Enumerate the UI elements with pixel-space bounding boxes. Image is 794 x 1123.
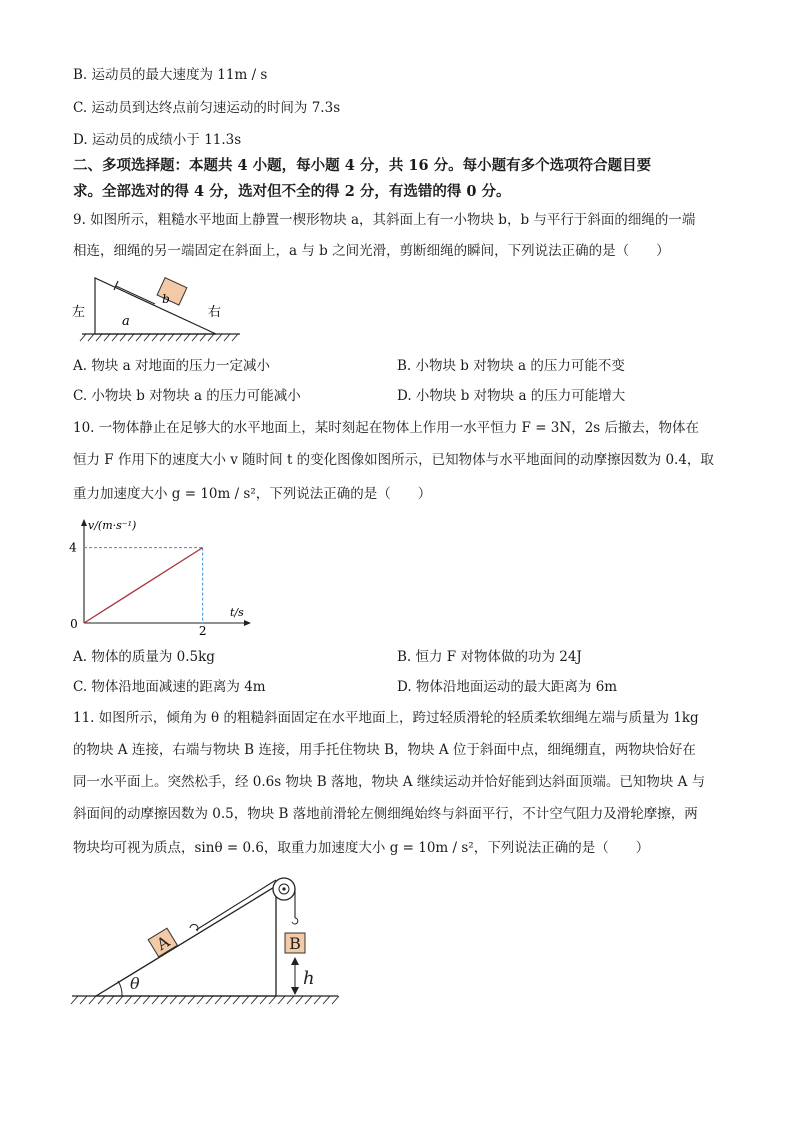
q10-stem-2: 恒力 F 作用下的速度大小 v 随时间 t 的变化图像如图所示，已知物体与水平地面间的动摩擦因数为 0.4，取 <box>73 452 714 468</box>
label-block-b: B <box>289 934 301 953</box>
label-right: 右 <box>208 305 222 320</box>
ground-hatch <box>71 996 339 1004</box>
incline <box>96 886 276 996</box>
q10-option-d: D. 物体沿地面运动的最大距离为 6m <box>397 679 618 695</box>
label-theta: θ <box>130 974 140 993</box>
section2-heading-1: 二、多项选择题：本题共 4 小题，每小题 4 分，共 16 分。每小题有多个选项符合题目要 <box>73 157 652 174</box>
label-left: 左 <box>72 305 86 320</box>
angle-arc <box>118 981 122 996</box>
rope-left <box>196 880 276 930</box>
q11-stem-3: 同一水平面上。突然松手，经 0.6s 物块 B 落地，物块 A 继续运动并恰好能到达斜面顶端。已知物块 A 与 <box>73 774 706 790</box>
height-arrow-bottom <box>291 987 299 995</box>
q11-stem-4: 斜面间的动摩擦因数为 0.5，物块 B 落地前滑轮左侧细绳始终与斜面平行，不计空气阻力及滑轮摩擦，两 <box>73 806 698 822</box>
q10-option-c: C. 物体沿地面减速的距离为 4m <box>73 679 266 695</box>
x-axis-label: t/s <box>230 606 244 619</box>
pulley-axle <box>282 887 285 890</box>
q9-option-d: D. 小物块 b 对物块 a 的压力可能增大 <box>397 388 626 404</box>
q10-option-b: B. 恒力 F 对物体做的功为 24J <box>397 649 582 665</box>
block-a <box>148 928 177 957</box>
origin-label: 0 <box>70 617 78 631</box>
label-b: b <box>162 292 170 306</box>
q11-figure <box>66 868 346 1008</box>
q8-option-c: C. 运动员到达终点前匀速运动的时间为 7.3s <box>73 100 341 116</box>
q10-stem-1: 10. 一物体静止在足够大的水平地面上，某时刻起在物体上作用一水平恒力 F = 3N，2s 后撤去，物体在 <box>73 420 700 436</box>
x-tick-label: 2 <box>198 624 207 638</box>
q11-stem-1: 11. 如图所示，倾角为 θ 的粗糙斜面固定在水平地面上，跨过轻质滑轮的轻质柔软细绳左端与质量为 1kg <box>73 710 699 726</box>
q9-option-a: A. 物块 a 对地面的压力一定减小 <box>73 358 270 374</box>
wedge-a <box>95 278 216 334</box>
q11-stem-5: 物块均可视为质点，sinθ = 0.6，取重力加速度大小 g = 10m / s²，下列说法正确的是（ ） <box>73 840 650 856</box>
q10-vt-chart <box>60 516 260 641</box>
label-a: a <box>122 314 130 329</box>
q8-option-b: B. 运动员的最大速度为 11m / s <box>73 67 268 83</box>
y-axis-label: v/(m·s⁻¹) <box>88 519 137 532</box>
section2-heading-2: 求。全部选对的得 4 分，选对但不全的得 2 分，有选错的得 0 分。 <box>73 183 511 200</box>
label-block-a: A <box>153 931 173 955</box>
q9-option-b: B. 小物块 b 对物块 a 的压力可能不变 <box>397 358 625 374</box>
hook-b <box>292 918 298 924</box>
series-line-v-t <box>84 548 203 623</box>
q9-stem-1: 9. 如图所示，粗糙水平地面上静置一楔形物块 a，其斜面上有一小物块 b，b 与平行于斜面的细绳的一端 <box>73 212 696 228</box>
q11-stem-2: 的物块 A 连接，右端与物块 B 连接，用手托住物块 B，物块 A 位于斜面中点，细绳绷直，两物块恰好在 <box>73 742 696 758</box>
q9-stem-2: 相连，细绳的另一端固定在斜面上，a 与 b 之间光滑，剪断细绳的瞬间，下列说法正确的是（ ） <box>73 243 670 259</box>
q9-option-c: C. 小物块 b 对物块 a 的压力可能减小 <box>73 388 301 404</box>
q9-figure <box>70 268 260 348</box>
y-tick-label: 4 <box>69 540 77 555</box>
q10-option-a: A. 物体的质量为 0.5kg <box>73 649 215 665</box>
rope <box>116 286 155 304</box>
q8-option-d: D. 运动员的成绩小于 11.3s <box>73 132 242 148</box>
q10-stem-3: 重力加速度大小 g = 10m / s²，下列说法正确的是（ ） <box>73 486 432 502</box>
ground-hatch <box>80 334 238 341</box>
label-h: h <box>303 968 315 989</box>
height-arrow-top <box>291 957 299 965</box>
